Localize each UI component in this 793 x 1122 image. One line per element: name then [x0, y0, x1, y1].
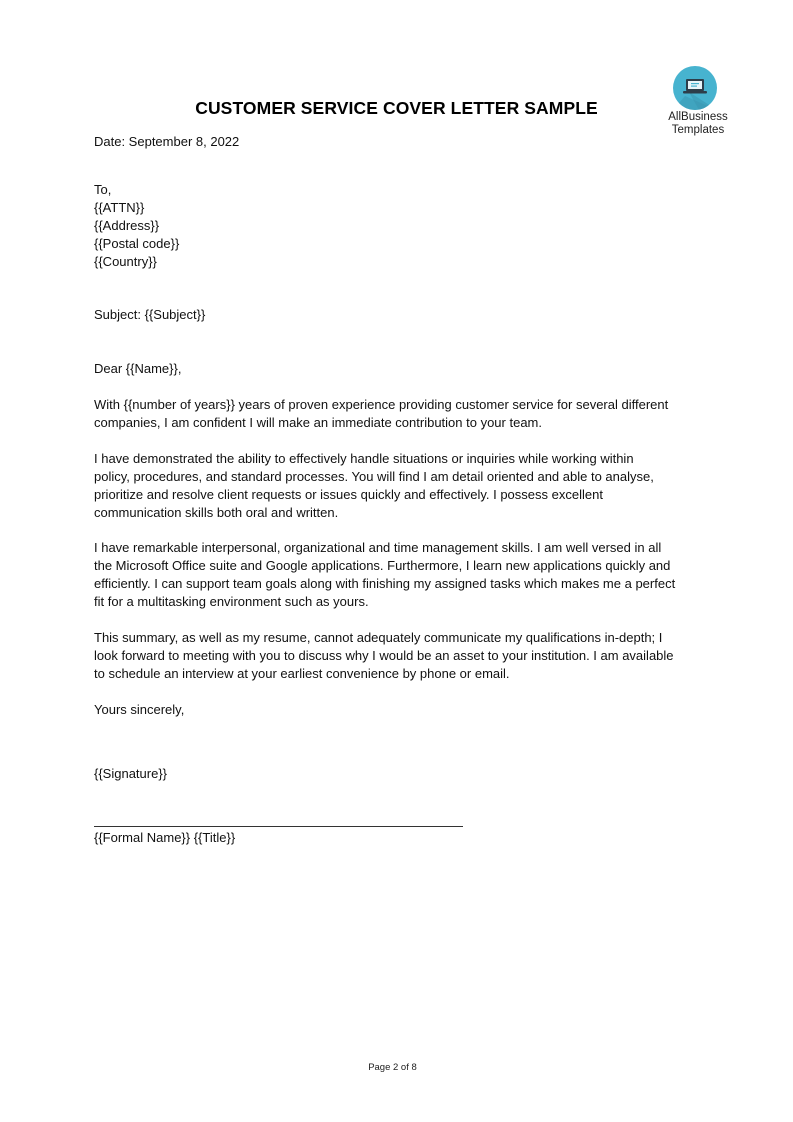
paragraph-line: fit for a multitasking environment such as yours. — [94, 594, 369, 609]
recipient-to: To, — [94, 182, 112, 197]
body-paragraph-4 — [94, 629, 714, 683]
greeting: Dear {{Name}}, — [94, 361, 182, 376]
body-paragraph-2 — [94, 450, 714, 522]
paragraph-line: I have demonstrated the ability to effectively handle situations or inquiries while working within — [94, 451, 634, 466]
paragraph-line: companies, I am confident I will make an immediate contribution to your team. — [94, 415, 542, 430]
paragraph-line: prioritize and resolve client requests or issues quickly and effectively. I possess excellent — [94, 487, 603, 502]
logo-text-line1: AllBusiness — [668, 111, 728, 123]
body-paragraph-1 — [94, 396, 714, 432]
page-number: Page 2 of 8 — [368, 1062, 417, 1073]
date-line: Date: September 8, 2022 — [94, 134, 240, 149]
paragraph-line: communication skills both oral and written. — [94, 505, 339, 520]
closing: Yours sincerely, — [94, 702, 185, 717]
recipient-attn: {{ATTN}} — [94, 200, 145, 215]
subject-line: Subject: {{Subject}} — [94, 307, 206, 322]
recipient-postal-code: {{Postal code}} — [94, 236, 180, 251]
logo-text-line2: Templates — [671, 124, 725, 136]
signature-line — [94, 826, 463, 827]
recipient-country: {{Country}} — [94, 254, 157, 269]
signature-placeholder: {{Signature}} — [94, 766, 168, 781]
paragraph-line: look forward to meeting with you to discuss why I would be an asset to your institution. I am available — [94, 648, 674, 663]
paragraph-line: policy, procedures, and standard processes. You will find I am detail oriented and able to analyse, — [94, 469, 654, 484]
body-paragraph-3 — [94, 539, 714, 611]
formal-name-title: {{Formal Name}} {{Title}} — [94, 830, 236, 845]
recipient-address: {{Address}} — [94, 218, 160, 233]
paragraph-line: efficiently. I can support team goals along with finishing my assigned tasks which makes me a perfect — [94, 576, 676, 591]
paragraph-line: the Microsoft Office suite and Google applications. Furthermore, I learn new applications quickly and — [94, 558, 671, 573]
document-title: CUSTOMER SERVICE COVER LETTER SAMPLE — [195, 98, 598, 118]
paragraph-line: to schedule an interview at your earliest convenience by phone or email. — [94, 666, 510, 681]
paragraph-line: I have remarkable interpersonal, organizational and time management skills. I am well versed in all — [94, 540, 662, 555]
paragraph-line: With {{number of years}} years of proven experience providing customer service for several different — [94, 397, 669, 412]
paragraph-line: This summary, as well as my resume, cannot adequately communicate my qualifications in-depth; I — [94, 630, 663, 645]
